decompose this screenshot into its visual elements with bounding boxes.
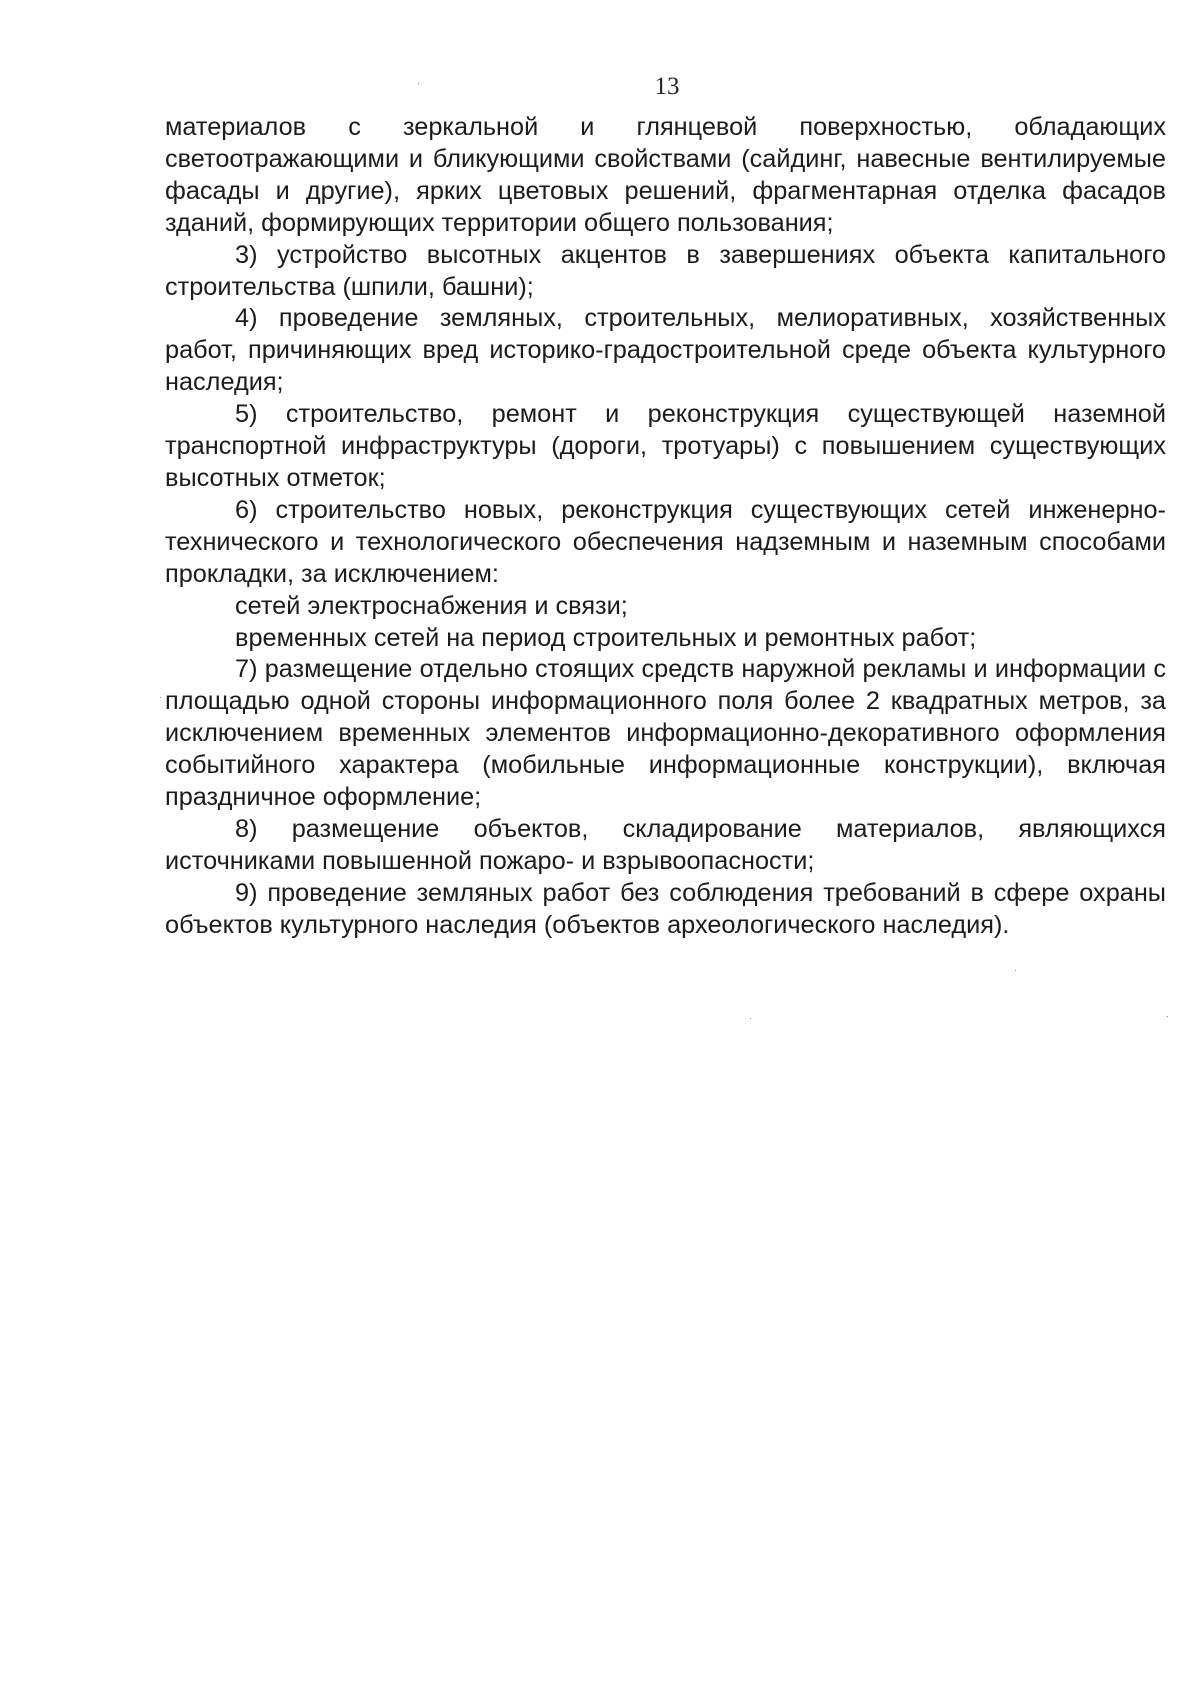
list-item-9: 9) проведение земляных работ без соблюдения требований в сфере охраны объектов культурного наследия (объектов археологического наследия). xyxy=(165,878,1166,939)
list-item-3: 3) устройство высотных акцентов в завершениях объекта капитального строительства (шпили, башни); xyxy=(165,240,1166,301)
list-item-6: 6) строительство новых, реконструкция существующих сетей инженерно-технического и технологического обеспечения надземным и наземным способами прокладки, за исключением: xyxy=(165,495,1166,588)
scan-speck xyxy=(1015,970,1016,971)
page-number: 13 xyxy=(654,73,680,100)
scan-speck xyxy=(1167,1016,1168,1017)
sub-item-temporary-networks: временных сетей на период строительных и ремонтных работ; xyxy=(235,623,977,652)
scan-speck xyxy=(160,697,161,698)
list-item-4: 4) проведение земляных, строительных, мелиоративных, хозяйственных работ, причиняющих вред историко-градостроительной среде объекта культурного наследия; xyxy=(165,304,1166,397)
scan-speck xyxy=(418,83,419,84)
list-item-7: 7) размещение отдельно стоящих средств наружной рекламы и информации с площадью одной стороны информационного поля более 2 квадратных метров, за исключением временных элементов информационно-декоративного оформления событийного характера (мобильные информационные конструкции), включая праздничное оформление; xyxy=(165,655,1166,812)
sub-item-power-networks: сетей электроснабжения и связи; xyxy=(235,591,628,620)
paragraph-continuation: материалов с зеркальной и глянцевой поверхностью, обладающих светоотражающими и бликующими свойствами (сайдинг, навесные вентилируемые фасады и другие), ярких цветовых решений, фрагментарная отделка фасадов зданий, формирующих территории общего пользования; xyxy=(165,113,1166,237)
list-item-5: 5) строительство, ремонт и реконструкция существующей наземной транспортной инфраструктуры (дороги, тротуары) с повышением существующих высотных отметок; xyxy=(165,400,1166,492)
list-item-8: 8) размещение объектов, складирование материалов, являющихся источниками повышенной пожаро- и взрывоопасности; xyxy=(165,814,1166,875)
scan-speck xyxy=(750,1018,751,1019)
document-body xyxy=(165,112,1166,942)
